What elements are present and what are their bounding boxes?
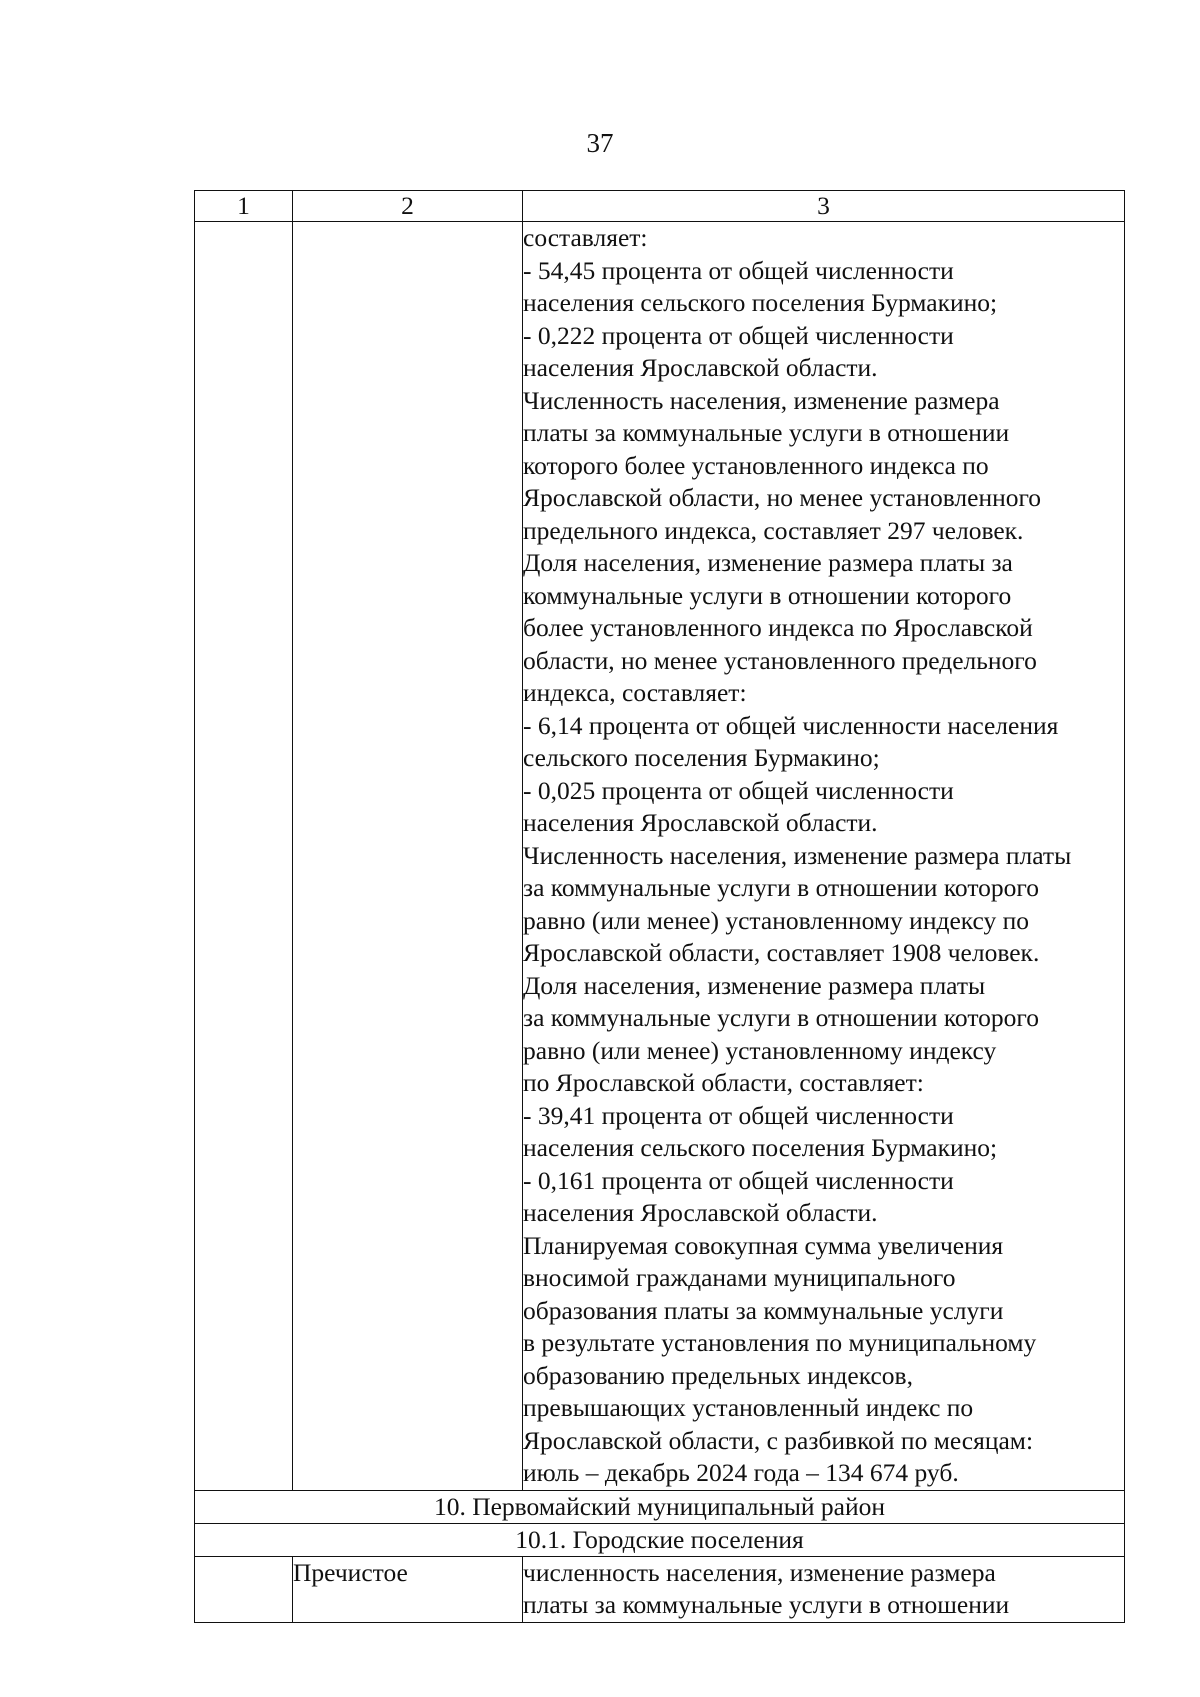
data-table (194, 190, 1125, 1623)
text-line: равно (или менее) установленному индексу (523, 1035, 997, 1065)
header-col-3: 3 (523, 191, 1125, 222)
text-line: населения Ярославской области. (523, 808, 878, 837)
text-line: - 0,222 процента от общей численности (523, 320, 954, 350)
text-line: населения Ярославской области. (523, 1198, 878, 1227)
text-line: - 6,14 процента от общей численности населения (523, 710, 1059, 740)
section-heading-row (195, 1490, 1125, 1523)
text-line: численность населения, изменение размера (523, 1557, 996, 1587)
row-continued-col-2 (293, 222, 523, 1491)
text-line: Ярославской области, с разбивкой по месяцам: (523, 1425, 1034, 1455)
text-line: населения сельского поселения Бурмакино; (523, 1133, 998, 1162)
text-line: Ярославской области, но менее установленного (523, 483, 1042, 512)
table-header-row (195, 191, 1125, 222)
text-line: в результате установления по муниципальному (523, 1328, 1037, 1357)
text-line: превышающих установленный индекс по (523, 1393, 974, 1422)
text-line: предельного индекса, составляет 297 человек. (523, 515, 1024, 545)
text-line: вносимой гражданами муниципального (523, 1263, 956, 1292)
header-col-1: 1 (195, 191, 293, 222)
table-row (195, 1556, 1125, 1622)
text-line: Ярославской области, составляет 1908 человек. (523, 938, 1040, 967)
text-line: индекса, составляет: (523, 678, 747, 707)
text-line: за коммунальные услуги в отношении которого (523, 1003, 1039, 1032)
text-line: области, но менее установленного предельного (523, 645, 1037, 675)
text-line: платы за коммунальные услуги в отношении (523, 418, 1010, 447)
row-continued-col-1 (195, 222, 293, 1491)
text-line: образованию предельных индексов, (523, 1360, 913, 1390)
text-line: Планируемая совокупная сумма увеличения (523, 1230, 1004, 1260)
row-new-text (523, 1557, 1124, 1622)
subsection-heading: 10.1. Городские поселения (195, 1523, 1125, 1556)
text-line: которого более установленного индекса по (523, 450, 989, 480)
text-line: населения сельского поселения Бурмакино; (523, 288, 998, 317)
text-line: населения Ярославской области. (523, 353, 878, 382)
text-line: более установленного индекса по Ярославской (523, 613, 1033, 642)
text-line: - 54,45 процента от общей численности (523, 255, 954, 285)
section-heading: 10. Первомайский муниципальный район (195, 1490, 1125, 1523)
text-line: по Ярославской области, составляет: (523, 1068, 924, 1097)
table-row (195, 222, 1125, 1491)
text-line: за коммунальные услуги в отношении которого (523, 873, 1039, 902)
page-number: 37 (586, 128, 614, 158)
text-line: - 39,41 процента от общей численности (523, 1100, 954, 1130)
row-continued-text (523, 222, 1124, 1490)
text-line: платы за коммунальные услуги в отношении (523, 1590, 1010, 1619)
row-new-col-3 (523, 1556, 1125, 1622)
text-line: равно (или менее) установленному индексу по (523, 905, 1030, 935)
text-line: Численность населения, изменение размера платы (523, 840, 1072, 870)
text-line: Численность населения, изменение размера (523, 385, 1000, 415)
text-line: - 0,161 процента от общей численности (523, 1165, 954, 1195)
text-line: сельского поселения Бурмакино; (523, 743, 880, 772)
text-line: образования платы за коммунальные услуги (523, 1295, 1004, 1325)
row-new-col-1 (195, 1556, 293, 1622)
header-col-2: 2 (293, 191, 523, 222)
row-continued-col-3 (523, 222, 1125, 1491)
text-line: Доля населения, изменение размера платы (523, 970, 986, 1000)
text-line: июль – декабрь 2024 года – 134 674 руб. (523, 1458, 959, 1487)
settlement-name: Пречистое (293, 1556, 523, 1622)
text-line: коммунальные услуги в отношении которого (523, 580, 1012, 610)
subsection-heading-row (195, 1523, 1125, 1556)
text-line: составляет: (523, 223, 648, 252)
text-line: - 0,025 процента от общей численности (523, 775, 954, 805)
text-line: Доля населения, изменение размера платы за (523, 548, 1013, 577)
